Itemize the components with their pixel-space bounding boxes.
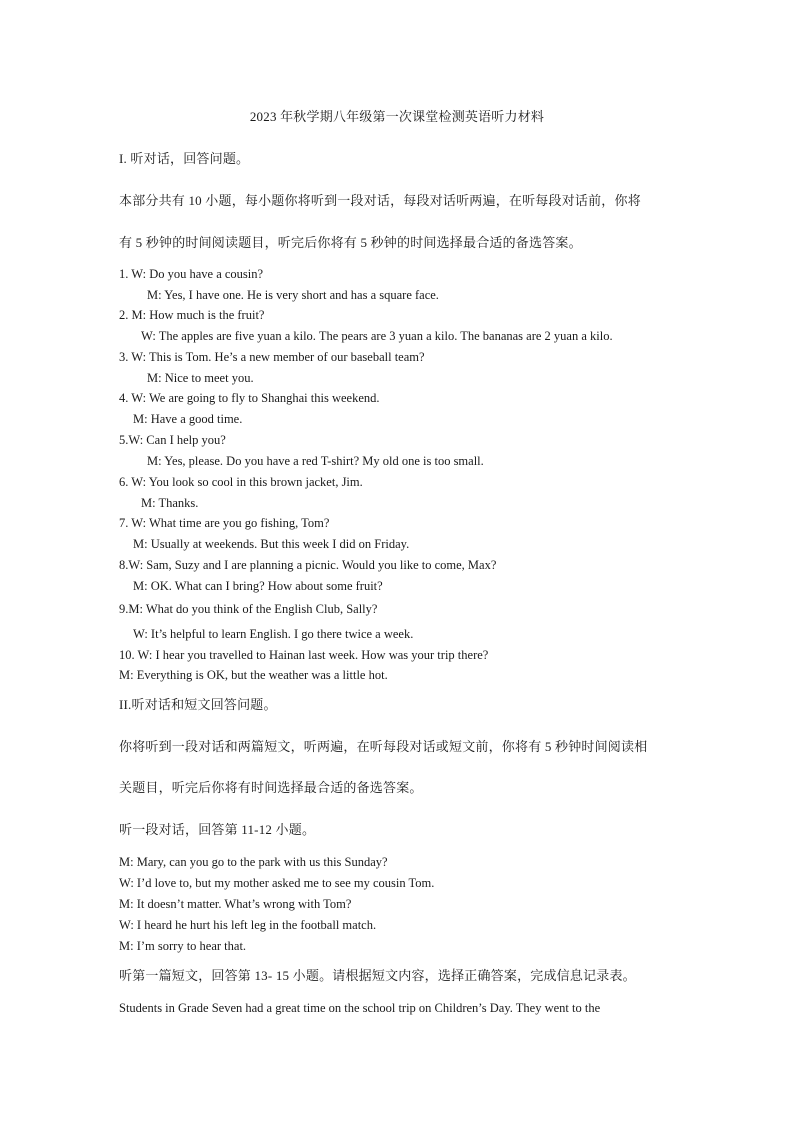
dialog-line: M: Yes, I have one. He is very short and has a square face. (147, 288, 439, 302)
dialog-line: M: Usually at weekends. But this week I did on Friday. (133, 537, 410, 551)
section1-heading: I. 听对话，回答问题。 (119, 151, 250, 166)
dialog-line: M: Mary, can you go to the park with us this Sunday? (119, 855, 388, 869)
section1-intro-line1: 本部分共有 10 小题，每小题你将听到一段对话，每段对话听两遍，在听每段对话前，你将 (119, 193, 641, 208)
dialog-line: M: Yes, please. Do you have a red T-shirt? My old one is too small. (147, 454, 484, 468)
section2-intro-line2: 关题目，听完后你将有时间选择最合适的备选答案。 (119, 780, 423, 795)
dialog-line: 4. W: We are going to fly to Shanghai this weekend. (119, 391, 380, 405)
dialog-line: 6. W: You look so cool in this brown jacket, Jim. (119, 475, 363, 489)
dialog-line: 5.W: Can I help you? (119, 433, 226, 447)
dialog-line: W: It’s helpful to learn English. I go there twice a week. (133, 627, 414, 641)
dialog-line: W: The apples are five yuan a kilo. The pears are 3 yuan a kilo. The bananas are 2 yuan a kilo. (141, 329, 613, 343)
dialog-line: 1. W: Do you have a cousin? (119, 267, 264, 281)
dialog-line: 7. W: What time are you go fishing, Tom? (119, 516, 330, 530)
document-title: 2023 年秋学期八年级第一次课堂检测英语听力材料 (249, 109, 545, 124)
dialog-line: 8.W: Sam, Suzy and I are planning a picnic. Would you like to come, Max? (119, 558, 497, 572)
dialog-line: 9.M: What do you think of the English Club, Sally? (119, 602, 378, 616)
section1-intro-line2: 有 5 秒钟的时间阅读题目，听完后你将有 5 秒钟的时间选择最合适的备选答案。 (119, 235, 582, 250)
dialog-line: M: It doesn’t matter. What’s wrong with Tom? (119, 897, 352, 911)
dialog-line: 3. W: This is Tom. He’s a new member of our baseball team? (119, 350, 425, 364)
section2-intro-line1: 你将听到一段对话和两篇短文，听两遍，在听每段对话或短文前，你将有 5 秒钟时间阅读相 (119, 739, 648, 754)
passage-line: Students in Grade Seven had a great time on the school trip on Children’s Day. They went to the (119, 1001, 601, 1015)
dialog-line: M: Thanks. (141, 496, 199, 510)
dialog-line: M: I’m sorry to hear that. (119, 939, 247, 953)
section2-heading: II.听对话和短文回答问题。 (119, 697, 277, 712)
passage-heading: 听第一篇短文，回答第 13- 15 小题。请根据短文内容，选择正确答案，完成信息记录表。 (119, 968, 636, 983)
dialog-line: W: I’d love to, but my mother asked me to see my cousin Tom. (119, 876, 435, 890)
dialog-line: 2. M: How much is the fruit? (119, 308, 265, 322)
dialog-line: M: Have a good time. (133, 412, 243, 426)
dialog-heading: 听一段对话，回答第 11-12 小题。 (119, 822, 316, 837)
dialog-line: W: I heard he hurt his left leg in the football match. (119, 918, 377, 932)
dialog-line: M: Everything is OK, but the weather was a little hot. (119, 668, 388, 682)
dialog-line: M: OK. What can I bring? How about some fruit? (133, 579, 383, 593)
dialog-line: 10. W: I hear you travelled to Hainan last week. How was your trip there? (119, 648, 489, 662)
dialog-line: M: Nice to meet you. (147, 371, 254, 385)
